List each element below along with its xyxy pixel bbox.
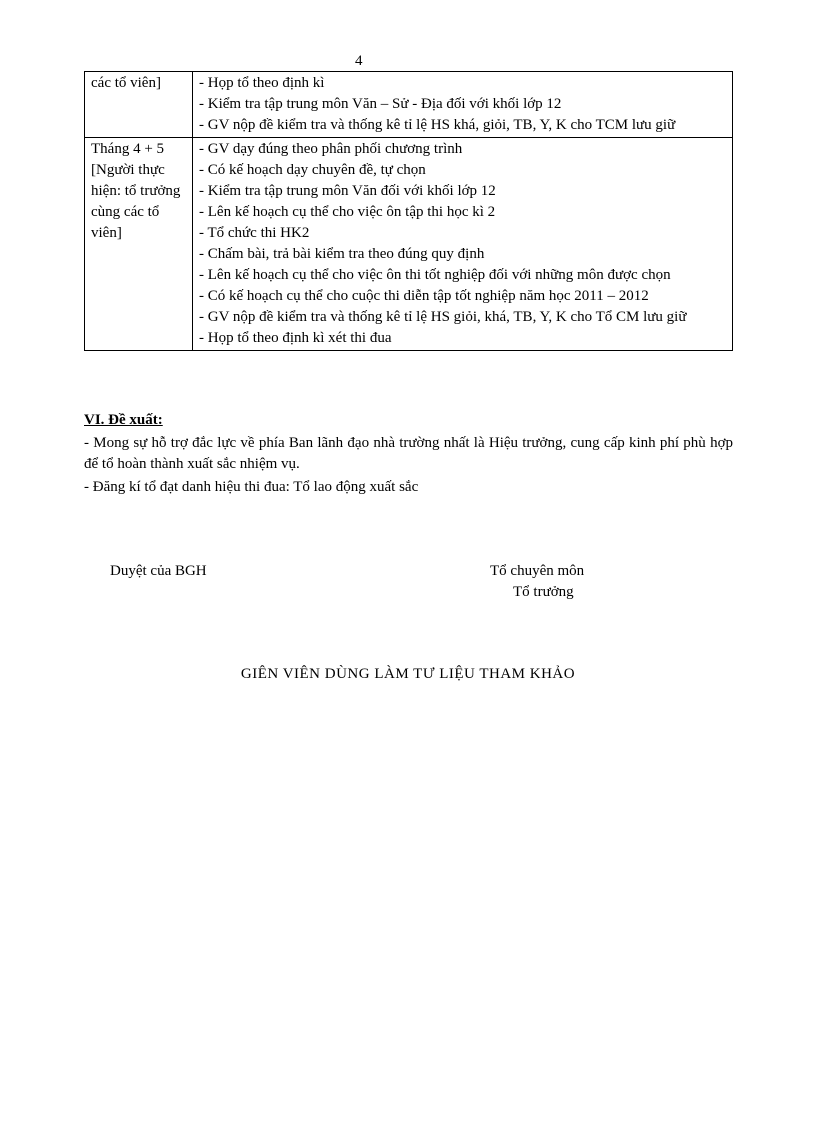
table-cell-tasks: [193, 138, 733, 351]
section-heading: VI. Đề xuất:: [84, 412, 163, 428]
task-item: - Có kế hoạch dạy chuyên đề, tự chọn: [199, 162, 426, 178]
plan-table: [84, 71, 733, 351]
task-item: - Chấm bài, trả bài kiểm tra theo đúng quy định: [199, 246, 485, 262]
task-item: - Họp tổ theo định kì xét thi đua: [199, 330, 392, 346]
table-cell-tasks: [193, 72, 733, 138]
task-item: - Họp tổ theo định kì: [199, 75, 325, 91]
task-item: - GV nộp đề kiểm tra và thống kê tỉ lệ HS giỏi, khá, TB, Y, K cho Tổ CM lưu giữ: [199, 309, 687, 325]
signature-board-approval: Duyệt của BGH: [110, 563, 207, 579]
proposal-paragraph: - Mong sự hỗ trợ đắc lực về phía Ban lãnh đạo nhà trường nhất là Hiệu trưởng, cung cấp kinh phí phù hợp để tổ hoàn thành xuất sắc nhiệm vụ.: [84, 435, 733, 472]
period-text: các tổ viên]: [91, 75, 161, 91]
signature-head: Tổ trưởng: [513, 584, 574, 600]
task-item: - Kiểm tra tập trung môn Văn đối với khối lớp 12: [199, 183, 496, 199]
watermark-text: GIÊN VIÊN DÙNG LÀM TƯ LIỆU THAM KHẢO: [240, 666, 576, 682]
table-row: [85, 72, 733, 138]
task-item: - GV dạy đúng theo phân phối chương trình: [199, 141, 463, 157]
task-item: - Lên kế hoạch cụ thể cho việc ôn tập thi học kì 2: [199, 204, 496, 220]
period-text: Tháng 4 + 5 [Người thực hiện: tổ trưởng cùng các tổ viên]: [91, 141, 181, 241]
task-item: - GV nộp đề kiểm tra và thống kê tỉ lệ HS khá, giỏi, TB, Y, K cho TCM lưu giữ: [199, 117, 676, 133]
page-number: 4: [355, 53, 363, 69]
proposal-paragraph: - Đăng kí tổ đạt danh hiệu thi đua: Tổ lao động xuất sắc: [84, 479, 419, 495]
table-row: [85, 138, 733, 351]
task-item: - Tổ chức thi HK2: [199, 225, 310, 241]
table-cell-period: [85, 138, 193, 351]
task-item: - Lên kế hoạch cụ thể cho việc ôn thi tốt nghiệp đối với những môn được chọn: [199, 267, 671, 283]
signature-department: Tổ chuyên môn: [490, 563, 585, 579]
task-item: - Kiểm tra tập trung môn Văn – Sử - Địa đối với khối lớp 12: [199, 96, 562, 112]
table-cell-period: [85, 72, 193, 138]
task-item: - Có kế hoạch cụ thể cho cuộc thi diễn tập tốt nghiệp năm học 2011 – 2012: [199, 288, 649, 304]
